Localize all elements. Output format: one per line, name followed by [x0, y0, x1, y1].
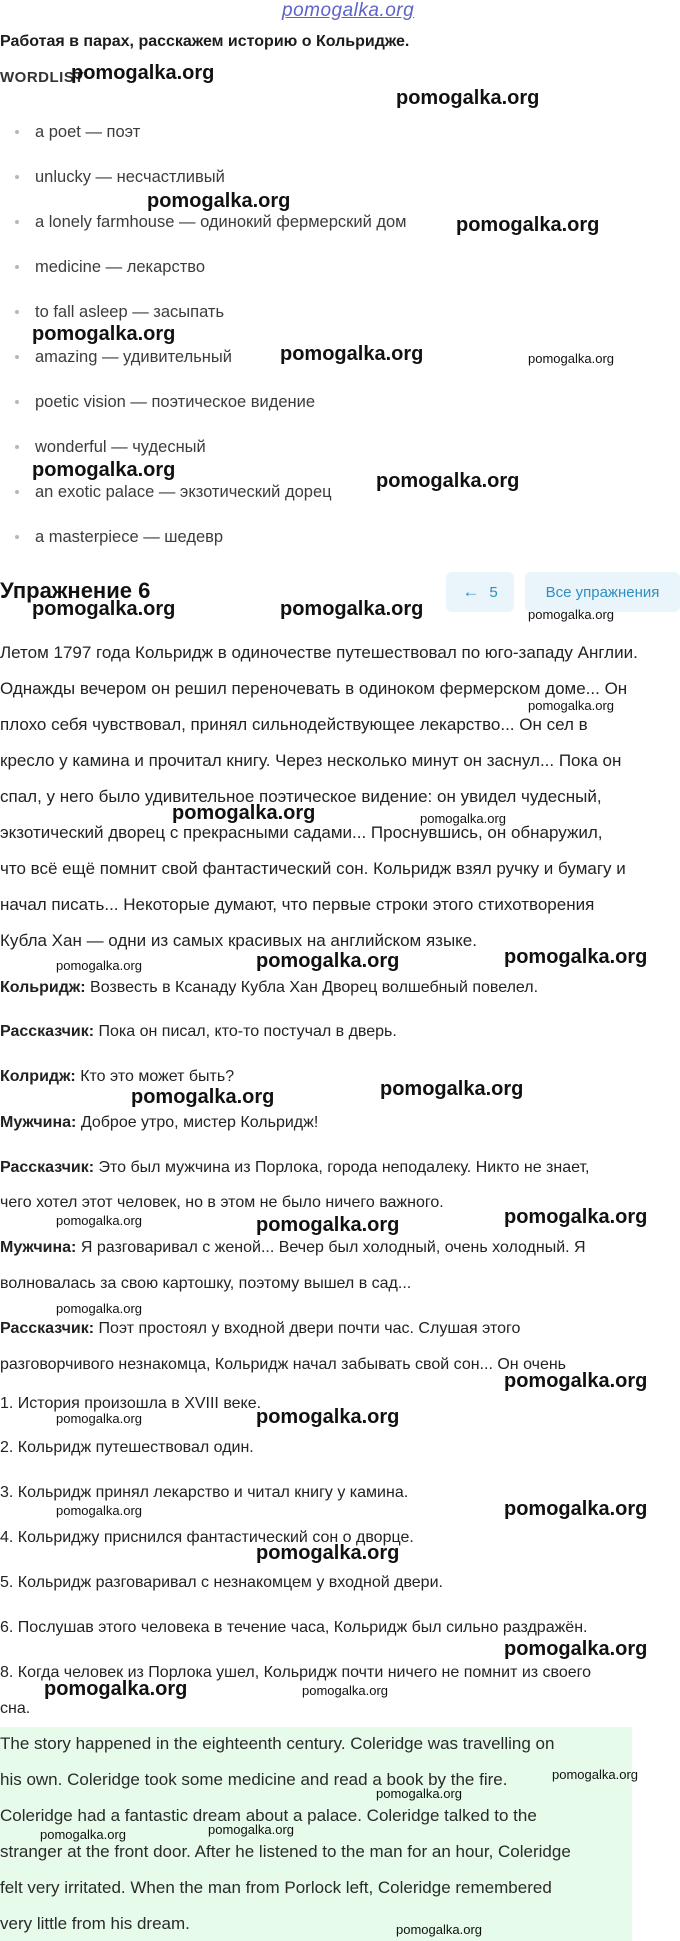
watermark: pomogalka.org	[528, 607, 614, 622]
statement: 3. Кольридж принял лекарство и читал книгу у камина.	[0, 1484, 409, 1501]
watermark: pomogalka.org	[376, 470, 520, 492]
previous-exercise-label: 5	[489, 583, 498, 601]
dialogue-line: волновалась за свою картошку, поэтому вышел в сад...	[0, 1275, 412, 1292]
statement: 8. Когда человек из Порлока ушел, Кольридж почти ничего не помнит из своего	[0, 1664, 592, 1681]
intro-heading: Работая в парах, расскажем историю о Кольридже.	[0, 33, 410, 50]
watermark: pomogalka.org	[32, 598, 176, 620]
previous-exercise-button[interactable]	[446, 572, 514, 612]
dialogue-line: чего хотел этот человек, но в этом не было ничего важного.	[0, 1194, 444, 1211]
watermark: pomogalka.org	[256, 1542, 400, 1564]
speaker: Рассказчик:	[0, 1023, 95, 1040]
watermark: pomogalka.org	[32, 323, 176, 345]
story-line: плохо себя чувствовал, принял сильнодействующее лекарство... Он сел в	[0, 715, 588, 734]
watermark: pomogalka.org	[420, 811, 506, 826]
watermark: pomogalka.org	[256, 1214, 400, 1236]
watermark: pomogalka.org	[504, 1370, 648, 1392]
statement: 1. История произошла в XVIII веке.	[0, 1395, 262, 1412]
watermark: pomogalka.org	[280, 598, 424, 620]
watermark: pomogalka.org	[56, 1301, 142, 1316]
dialogue-line: Рассказчик: Пока он писал, кто-то постучал в дверь.	[0, 1023, 397, 1040]
speaker: Рассказчик:	[0, 1320, 95, 1337]
bullet-icon	[15, 490, 19, 494]
dialogue-line: Мужчина: Я разговаривал с женой... Вечер был холодный, очень холодный. Я	[0, 1239, 586, 1256]
dialogue-line: Кольридж: Возвесть в Ксанаду Кубла Хан Дворец волшебный повелел.	[0, 979, 539, 996]
list-item: a masterpiece — шедевр	[22, 528, 223, 547]
answer-line: The story happened in the eighteenth century. Coleridge was travelling on	[0, 1734, 555, 1753]
speaker: Рассказчик:	[0, 1159, 95, 1176]
answer-line: his own. Coleridge took some medicine and read a book by the fire.	[0, 1770, 508, 1789]
list-item: poetic vision — поэтическое видение	[22, 393, 315, 412]
watermark: pomogalka.org	[504, 1638, 648, 1660]
watermark: pomogalka.org	[147, 190, 291, 212]
watermark: pomogalka.org	[208, 1822, 294, 1837]
speaker: Мужчина:	[0, 1114, 77, 1131]
wordlist-label: WORDLIST	[0, 69, 84, 86]
dialogue-line: Рассказчик: Это был мужчина из Порлока, города неподалеку. Никто не знает,	[0, 1159, 590, 1176]
watermark: pomogalka.org	[40, 1827, 126, 1842]
dialogue-line: Мужчина: Доброе утро, мистер Кольридж!	[0, 1114, 319, 1131]
watermark: pomogalka.org	[172, 802, 316, 824]
watermark: pomogalka.org	[528, 351, 614, 366]
speaker: Колридж:	[0, 1068, 76, 1085]
bullet-icon	[15, 175, 19, 179]
story-line: Кубла Хан — одни из самых красивых на английском языке.	[0, 931, 477, 950]
watermark: pomogalka.org	[56, 1503, 142, 1518]
watermark: pomogalka.org	[280, 343, 424, 365]
story-line: Летом 1797 года Кольридж в одиночестве путешествовал по юго-западу Англии.	[0, 643, 638, 662]
watermark: pomogalka.org	[32, 459, 176, 481]
bullet-icon	[15, 310, 19, 314]
answer-line: Coleridge had a fantastic dream about a palace. Coleridge talked to the	[0, 1806, 537, 1825]
watermark: pomogalka.org	[131, 1086, 275, 1108]
all-exercises-button[interactable]: Все упражнения	[525, 572, 680, 612]
list-item: an exotic palace — экзотический дорец	[22, 483, 332, 502]
answer-line: very little from his dream.	[0, 1914, 190, 1933]
watermark: pomogalka.org	[256, 1406, 400, 1428]
answer-line: stranger at the front door. After he listened to the man for an hour, Coleridge	[0, 1842, 571, 1861]
exercise-title: Упражнение 6	[0, 578, 151, 603]
bullet-icon	[15, 220, 19, 224]
watermark: pomogalka.org	[456, 214, 600, 236]
watermark: pomogalka.org	[380, 1078, 524, 1100]
speaker: Кольридж:	[0, 979, 86, 996]
dialogue-line: Колридж: Кто это может быть?	[0, 1068, 235, 1085]
speaker: Мужчина:	[0, 1239, 77, 1256]
story-line: кресло у камина и прочитал книгу. Через несколько минут он заснул... Пока он	[0, 751, 622, 770]
statement: 5. Кольридж разговаривал с незнакомцем у входной двери.	[0, 1574, 443, 1591]
arrow-left-icon: ←	[462, 582, 480, 601]
answer-line: felt very irritated. When the man from Porlock left, Coleridge remembered	[0, 1878, 552, 1897]
watermark: pomogalka.org	[504, 946, 648, 968]
watermark: pomogalka.org	[302, 1683, 388, 1698]
statement: 2. Кольридж путешествовал один.	[0, 1439, 254, 1456]
watermark: pomogalka.org	[396, 1922, 482, 1937]
list-item: medicine — лекарство	[22, 258, 205, 277]
watermark: pomogalka.org	[552, 1767, 638, 1782]
story-line: экзотический дворец с прекрасными садами... Проснувшись, он обнаружил,	[0, 823, 603, 842]
list-item: to fall asleep — засыпать	[22, 303, 224, 322]
watermark: pomogalka.org	[396, 87, 540, 109]
bullet-icon	[15, 535, 19, 539]
statement: 4. Кольриджу приснился фантастический сон о дворце.	[0, 1529, 414, 1546]
statement: сна.	[0, 1700, 31, 1717]
list-item: amazing — удивительный	[22, 348, 232, 367]
watermark: pomogalka.org	[56, 958, 142, 973]
watermark: pomogalka.org	[56, 1411, 142, 1426]
watermark: pomogalka.org	[56, 1213, 142, 1228]
bullet-icon	[15, 445, 19, 449]
watermark: pomogalka.org	[504, 1206, 648, 1228]
dialogue-line: разговорчивого незнакомца, Кольридж начал забывать свой сон... Он очень	[0, 1356, 567, 1373]
watermark: pomogalka.org	[256, 950, 400, 972]
bullet-icon	[15, 130, 19, 134]
site-logo[interactable]: pomogalka.org	[282, 0, 415, 21]
watermark: pomogalka.org	[44, 1678, 188, 1700]
story-line: спал, у него было удивительное поэтическое видение: он увидел чудесный,	[0, 787, 602, 806]
story-line: начал писать... Некоторые думают, что первые строки этого стихотворения	[0, 895, 595, 914]
bullet-icon	[15, 355, 19, 359]
list-item: a poet — поэт	[22, 123, 140, 142]
statement: 6. Послушав этого человека в течение часа, Кольридж был сильно раздражён.	[0, 1619, 588, 1636]
bullet-icon	[15, 265, 19, 269]
dialogue-line: Рассказчик: Поэт простоял у входной двери почти час. Слушая этого	[0, 1320, 521, 1337]
story-line: что всё ещё помнит свой фантастический сон. Кольридж взял ручку и бумагу и	[0, 859, 626, 878]
list-item: a lonely farmhouse — одинокий фермерский дом	[22, 213, 407, 232]
bullet-icon	[15, 400, 19, 404]
watermark: pomogalka.org	[71, 62, 215, 84]
watermark: pomogalka.org	[528, 698, 614, 713]
watermark: pomogalka.org	[504, 1498, 648, 1520]
watermark: pomogalka.org	[376, 1786, 462, 1801]
list-item: wonderful — чудесный	[22, 438, 206, 457]
list-item: unlucky — несчастливый	[22, 168, 225, 187]
story-line: Однажды вечером он решил переночевать в одиноком фермерском доме... Он	[0, 679, 628, 698]
